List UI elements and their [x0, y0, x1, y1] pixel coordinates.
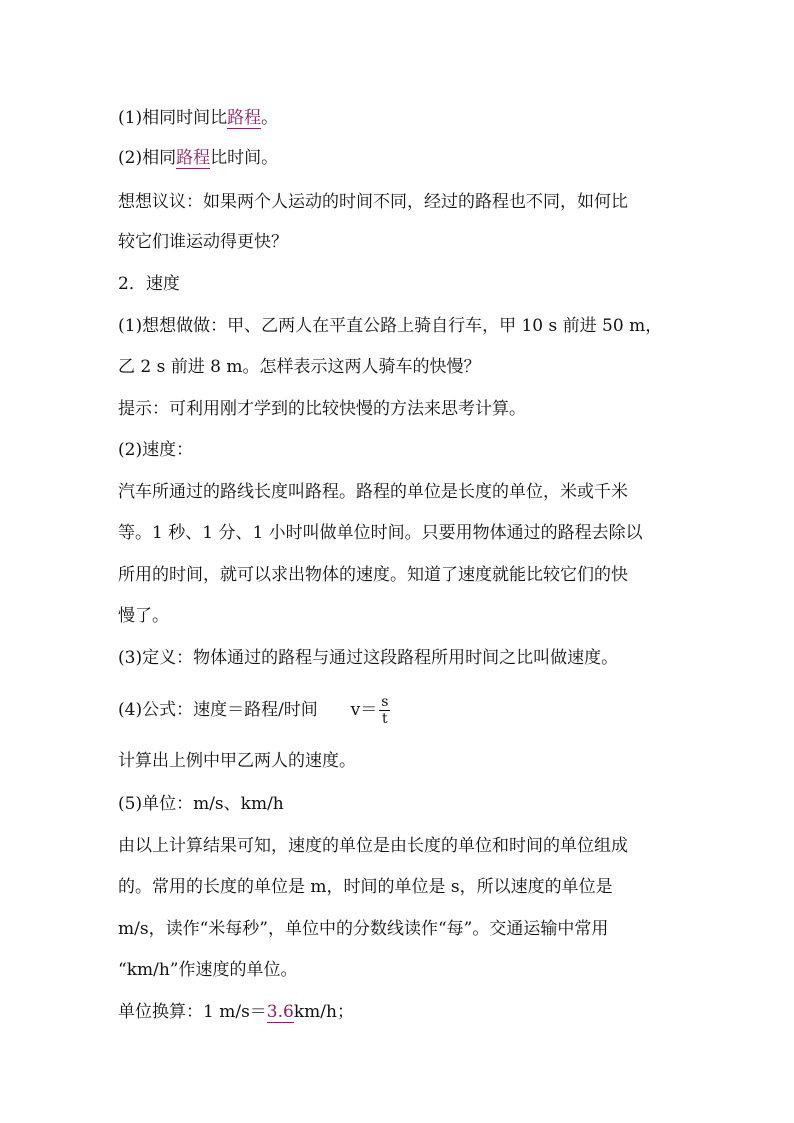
question-line-2 — [118, 146, 694, 170]
text-prefix: (1)相同时间比 — [118, 108, 228, 128]
formula-text: (4)公式：速度＝路程/时间 — [118, 700, 318, 720]
text-suffix: 比时间。 — [210, 148, 279, 168]
fraction-numerator: s — [381, 694, 389, 710]
paragraph-line: (1)想想做做：甲、乙两人在平直公路上骑自行车，甲 10 s 前进 50 m， — [118, 316, 663, 336]
paragraph-line: 计算出上例中甲乙两人的速度。 — [118, 751, 356, 771]
paragraph-line: 想想议议：如果两个人运动的时间不同，经过的路程也不同，如何比 — [118, 192, 628, 212]
fraction-denominator: t — [382, 711, 388, 727]
paragraph-line: “km/h”作速度的单位。 — [118, 960, 298, 980]
paragraph-line: 乙 2 s 前进 8 m。怎样表示这两人骑车的快慢？ — [118, 357, 481, 377]
text-suffix: km/h； — [293, 1002, 354, 1022]
answer-fill: 路程 — [227, 108, 262, 128]
answer-fill: 路程 — [176, 148, 211, 168]
fraction — [379, 694, 390, 727]
paragraph-line: 汽车所通过的路线长度叫路程。路程的单位是长度的单位，米或千米 — [118, 482, 628, 502]
paragraph-line: 提示：可利用刚才学到的比较快慢的方法来思考计算。 — [118, 399, 526, 419]
paragraph-line: 等。1 秒、1 分、1 小时叫做单位时间。只要用物体通过的路程去除以 — [118, 523, 643, 543]
formula-lhs: v＝ — [350, 700, 378, 720]
paragraph-line: (5)单位：m/s、km/h — [118, 794, 284, 814]
paragraph-line: 的。常用的长度的单位是 m，时间的单位是 s，所以速度的单位是 — [118, 877, 613, 897]
paragraph-line: (3)定义：物体通过的路程与通过这段路程所用时间之比叫做速度。 — [118, 648, 619, 668]
text-prefix: 单位换算：1 m/s＝ — [118, 1002, 267, 1022]
formula-line — [118, 690, 694, 730]
section-heading: 2．速度 — [118, 274, 180, 294]
answer-fill: 3.6 — [266, 1002, 294, 1022]
paragraph-line: 由以上计算结果可知，速度的单位是由长度的单位和时间的单位组成 — [118, 836, 628, 856]
paragraph-line: 慢了。 — [118, 606, 169, 626]
text-suffix: 。 — [261, 108, 279, 128]
unit-conversion-line — [118, 1000, 694, 1024]
paragraph-line: m/s，读作“米每秒”，单位中的分数线读作“每”。交通运输中常用 — [118, 919, 609, 939]
paragraph-line: 较它们谁运动得更快？ — [118, 232, 288, 252]
text-prefix: (2)相同 — [118, 148, 177, 168]
question-line-1 — [118, 106, 694, 130]
paragraph-line: 所用的时间，就可以求出物体的速度。知道了速度就能比较它们的快 — [118, 565, 628, 585]
paragraph-line: (2)速度： — [118, 440, 194, 460]
